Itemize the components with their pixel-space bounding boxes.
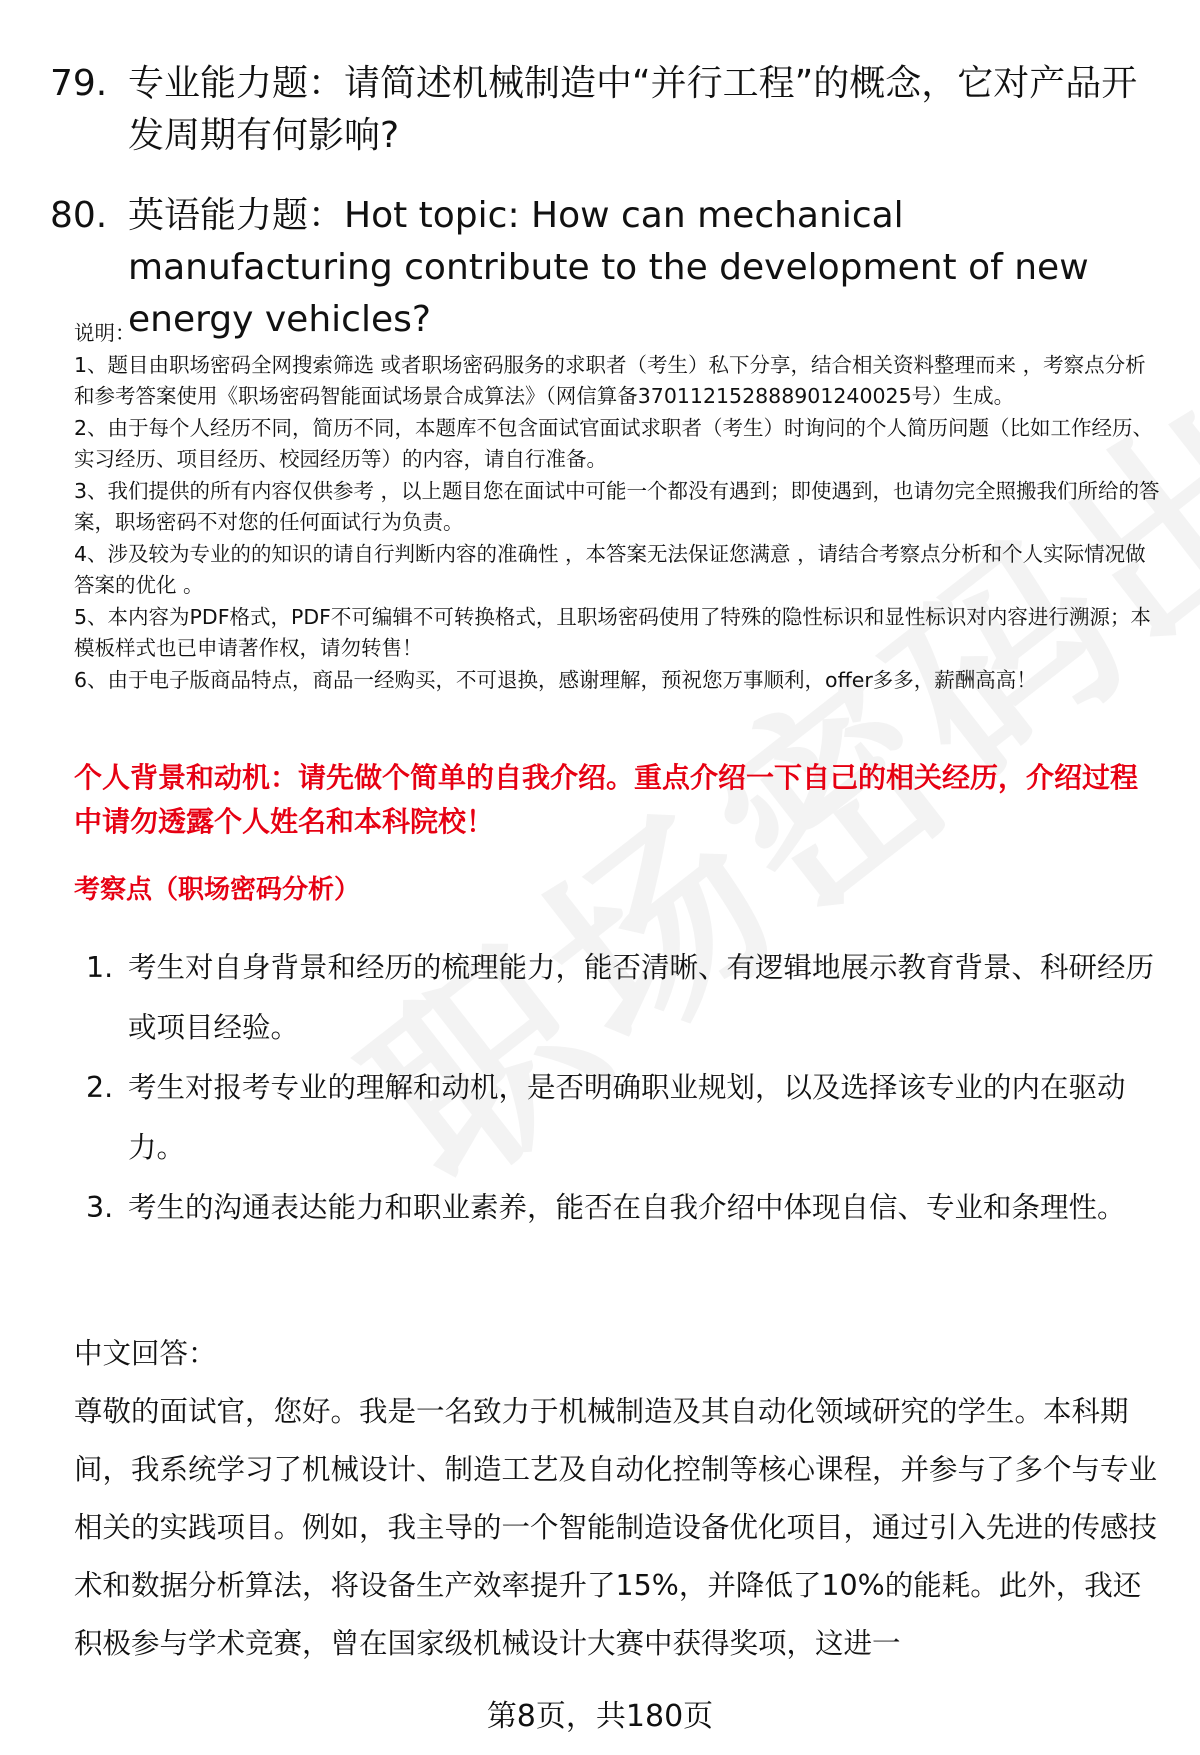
note-item: 1、题目由职场密码全网搜索筛选 或者职场密码服务的求职者（考生）私下分享，结合相关资料整理而来 ，考察点分析和参考答案使用《职场密码智能面试场景合成算法》（网信算备370112152888901240025号）生成。 [74, 352, 1146, 408]
question-text: 英语能力题：Hot topic: How can mechanical manufacturing contribute to the development of new energy vehicles? [128, 195, 1089, 340]
note-item: 6、由于电子版商品特点，商品一经购买，不可退换，感谢理解，预祝您万事顺利，offer多多，薪酬高高！ [74, 667, 1037, 692]
list-item [86, 938, 1166, 1058]
note-item: 2、由于每个人经历不同，简历不同，本题库不包含面试官面试求职者（考生）时询问的个人简历问题（比如工作经历、实习经历、项目经历、校园经历等）的内容，请自行准备。 [74, 415, 1154, 471]
list-item-number: 1. [86, 951, 114, 984]
list-item-number: 2. [86, 1071, 114, 1104]
analysis-points-list [86, 938, 1166, 1238]
list-item-number: 3. [86, 1191, 114, 1224]
note-item: 4、涉及较为专业的的知识的请自行判断内容的准确性 ，本答案无法保证您满意 ，请结合考察点分析和个人实际情况做答案的优化 。 [74, 541, 1146, 597]
chinese-answer [74, 1325, 1164, 1673]
note-item: 5、本内容为PDF格式，PDF不可编辑不可转换格式，且职场密码使用了特殊的隐性标识和显性标识对内容进行溯源；本模板样式也已申请著作权，请勿转售！ [74, 604, 1151, 660]
list-item-text: 考生的沟通表达能力和职业素养，能否在自我介绍中体现自信、专业和条理性。 [128, 1191, 1126, 1224]
page-number: 第8页，共180页 [486, 1699, 714, 1734]
list-item [86, 1058, 1166, 1178]
note-item: 3、我们提供的所有内容仅供参考 ，以上题目您在面试中可能一个都没有遇到；即使遇到，也请勿完全照搬我们所给的答案，职场密码不对您的任何面试行为负责。 [74, 478, 1160, 534]
question-number: 80. [50, 195, 108, 236]
section-title: 个人背景和动机：请先做个简单的自我介绍。重点介绍一下自己的相关经历，介绍过程中请勿透露个人姓名和本科院校！ [74, 761, 1139, 838]
question-text: 专业能力题：请简述机械制造中“并行工程”的概念，它对产品开发周期有何影响? [128, 63, 1138, 156]
list-item-text: 考生对自身背景和经历的梳理能力，能否清晰、有逻辑地展示教育背景、科研经历或项目经验。 [128, 951, 1155, 1044]
list-item [86, 1178, 1166, 1238]
answer-text: 尊敬的面试官，您好。我是一名致力于机械制造及其自动化领域研究的学生。本科期间，我系统学习了机械设计、制造工艺及自动化控制等核心课程，并参与了多个与专业相关的实践项目。例如，我主导的一个智能制造设备优化项目，通过引入先进的传感技术和数据分析算法，将设备生产效率提升了15%，并降低了10%的能耗。此外，我还积极参与学术竞赛，曾在国家级机械设计大赛中获得奖项，这进一 [74, 1395, 1158, 1660]
question-number: 79. [50, 63, 108, 104]
list-item-text: 考生对报考专业的理解和动机，是否明确职业规划，以及选择该专业的内在驱动力。 [128, 1071, 1126, 1164]
notes-heading: 说明： [74, 321, 136, 345]
disclaimer-notes [74, 318, 1164, 696]
answer-label: 中文回答： [74, 1337, 217, 1370]
question-79 [50, 58, 1160, 162]
analysis-subtitle: 考察点（职场密码分析） [74, 875, 361, 905]
